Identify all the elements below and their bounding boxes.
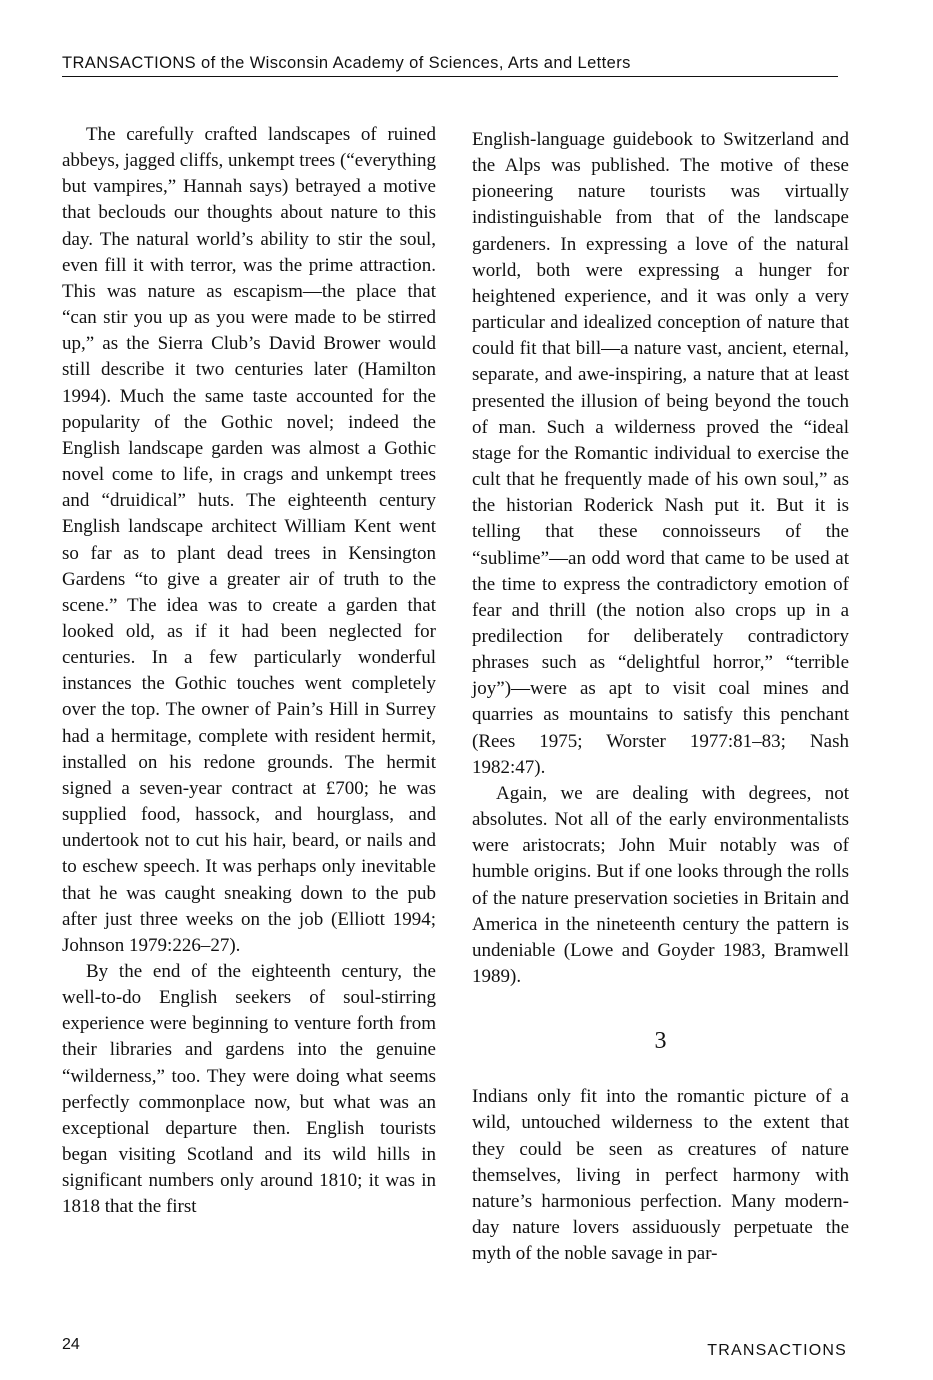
section-number: 3	[654, 1028, 667, 1055]
right-column	[472, 127, 849, 1267]
footer-journal-name: TRANSACTIONS	[707, 1342, 847, 1359]
body-paragraph: Indians only fit into the romantic picture of a wild, untouched wilderness to the extent that they could be seen as creatures of nature themselves, living in perfect harmony with nature’s harmonious perfection. Many modern-day nature lovers assiduously perpetuate the myth of the noble savage in par-	[472, 1086, 849, 1265]
running-head: TRANSACTIONS of the Wisconsin Academy of Sciences, Arts and Letters	[62, 54, 838, 77]
body-paragraph: By the end of the eighteenth century, the well-to-do English seekers of soul-stirring experience were beginning to venture forth from their libraries and gardens into the genuine “wilderness,” too. They were doing what seems perfectly commonplace now, but what was an exceptional departure then. English tourists began visiting Scotland and its wild hills in significant numbers only around 1810; it was in 1818 that the first	[62, 961, 436, 1218]
body-paragraph: English-language guidebook to Switzerland and the Alps was published. The motive of these pioneering nature tourists was virtually indistinguishable from that of the landscape gardeners. In expressing a love of the natural world, both were expressing a hunger for heightened experience, and it was only a very particular and idealized conception of nature that could fit that bill—a nature vast, ancient, eternal, separate, and awe-inspiring, a nature that at least presented the illusion of being beyond the touch of man. Such a wilderness proved the “ideal stage for the Romantic individual to exercise the cult that he frequently made of his own soul,” as the historian Roderick Nash put it. But it is telling that these connoisseurs of the “sublime”—an odd word that came to be used at the time to express the contradictory emotion of fear and thrill (the notion also crops up in a predilection for deliberately contradictory phrases such as “delightful horror,” “terrible joy”)—were as apt to visit coal mines and quarries as mountains to satisfy this penchant (Rees 1975; Worster 1977:81–83; Nash 1982:47).	[472, 129, 849, 778]
body-paragraph: The carefully crafted landscapes of ruined abbeys, jagged cliffs, unkempt trees (“everything but vampires,” Hannah says) betrayed a motive that beclouds our thoughts about nature to this day. The natural world’s ability to stir the soul, even fill it with terror, was the prime attraction. This was nature as escapism—the place that “can stir you up as you were made to be stirred up,” as the Sierra Club’s David Brower would still describe it two centuries later (Hamilton 1994). Much the same taste accounted for the popularity of the Gothic novel; indeed the English landscape garden was almost a Gothic novel come to life, in crags and unkempt trees and “druidical” huts. The eighteenth century English landscape architect William Kent went so far as to plant dead trees in Kensington Gardens “to give a greater air of truth to the scene.” The idea was to create a garden that looked old, as if it had been neglected for centuries. In a few particularly wonderful instances the Gothic touches went completely over the top. The owner of Pain’s Hill in Surrey had a hermitage, complete with resident hermit, installed on his redone grounds. The hermit signed a seven-year contract at £700; he was supplied food, hassock, and hourglass, and undertook not to cut his hair, beard, or nails and to eschew speech. It was perhaps only inevitable that he was caught sneaking down to the pub after just three weeks on the job (Elliott 1994; Johnson 1979:226–27).	[62, 124, 436, 956]
body-paragraph: Again, we are dealing with degrees, not absolutes. Not all of the early environmentalists were aristocrats; John Muir notably was of humble origins. But if one looks through the rolls of the nature preservation societies in Britain and America in the nineteenth century the pattern is undeniable (Lowe and Goyder 1983, Bramwell 1989).	[472, 782, 849, 987]
left-column	[62, 122, 436, 1221]
page-number: 24	[62, 1336, 80, 1353]
